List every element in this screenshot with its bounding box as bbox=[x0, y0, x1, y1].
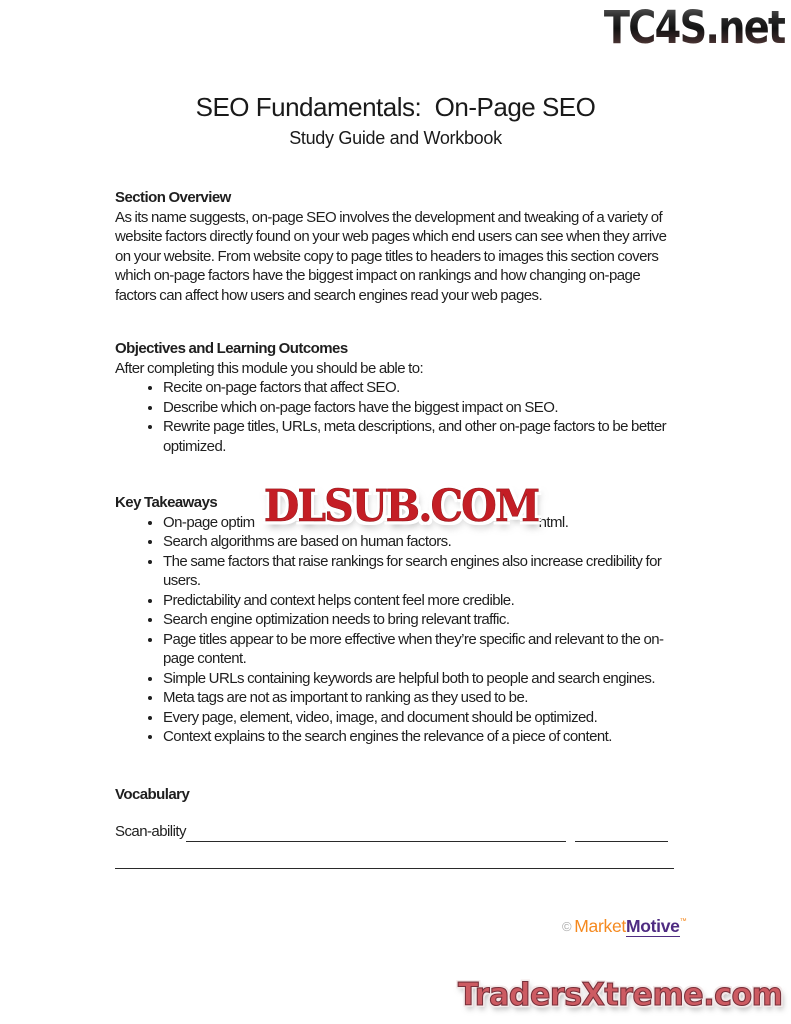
list-item: • Recite on-page factors that affect SEO. bbox=[163, 378, 678, 398]
page-title: SEO Fundamentals: On-Page SEO bbox=[195, 92, 596, 122]
section-overview-paragraph: As its name suggests, on-page SEO involves the development and tweaking of a variety of website factors directly found on your web pages which end users can see when they arrive on your website. From website copy to page titles to headers to images this section covers which on-page factors have the biggest impact on rankings and how changing on-page factors can affect how users and search engines read your web pages. bbox=[115, 208, 667, 304]
fill-in-blank-line bbox=[186, 822, 566, 842]
obscured-item-suffix: html. bbox=[538, 513, 569, 531]
list-item: • Predictability and context helps content feel more credible. bbox=[163, 591, 678, 611]
list-item: • Meta tags are not as important to ranking as they used to be. bbox=[163, 688, 678, 708]
vocabulary-term-row bbox=[115, 822, 668, 842]
marketmotive-logo-motive: Motive bbox=[625, 916, 680, 936]
obscured-item-prefix: On-page optim bbox=[163, 513, 255, 531]
tradersxtreme-logo: TradersXtreme.com bbox=[458, 977, 783, 1013]
tc4s-logo: TC4S.net bbox=[604, 1, 785, 54]
objectives-heading: Objectives and Learning Outcomes bbox=[115, 340, 348, 357]
objectives-intro: After completing this module you should be able to: bbox=[115, 359, 424, 377]
list-item: • The same factors that raise rankings for search engines also increase credibility for users. bbox=[163, 552, 678, 591]
trademark-icon: ™ bbox=[679, 918, 687, 925]
marketmotive-logo bbox=[562, 916, 686, 937]
document-body bbox=[115, 188, 678, 869]
vocabulary-heading: Vocabulary bbox=[115, 785, 190, 803]
list-item: • Search engine optimization needs to bring relevant traffic. bbox=[163, 610, 678, 630]
key-takeaways-heading: Key Takeaways bbox=[115, 494, 218, 511]
copyright-icon: © bbox=[562, 919, 572, 934]
obscured-item-gap bbox=[255, 526, 539, 527]
page-subtitle: Study Guide and Workbook bbox=[289, 128, 502, 148]
list-item: • Context explains to the search engines the relevance of a piece of content. bbox=[163, 727, 678, 747]
list-item: • Describe which on-page factors have the biggest impact on SEO. bbox=[163, 398, 678, 418]
marketmotive-logo-market: Market bbox=[574, 916, 626, 936]
list-item: • Rewrite page titles, URLs, meta descriptions, and other on-page factors to be better optimized. bbox=[163, 417, 678, 456]
list-item: • Every page, element, video, image, and document should be optimized. bbox=[163, 708, 678, 728]
title-block bbox=[0, 92, 791, 149]
fill-in-blank-line bbox=[575, 822, 668, 842]
vocabulary-term: Scan-ability bbox=[115, 823, 186, 840]
fill-in-blank-line bbox=[115, 849, 674, 870]
list-item: • Simple URLs containing keywords are helpful both to people and search engines. bbox=[163, 669, 678, 689]
list-item: • Page titles appear to be more effective when they’re specific and relevant to the on-page content. bbox=[163, 630, 678, 669]
list-item-obscured bbox=[163, 513, 678, 533]
section-overview-heading: Section Overview bbox=[115, 189, 231, 206]
list-item: • Search algorithms are based on human factors. bbox=[163, 532, 678, 552]
key-takeaways-list bbox=[115, 513, 678, 747]
objectives-list bbox=[115, 378, 678, 456]
dlsub-watermark-text: DLSUB.COM bbox=[263, 480, 539, 532]
